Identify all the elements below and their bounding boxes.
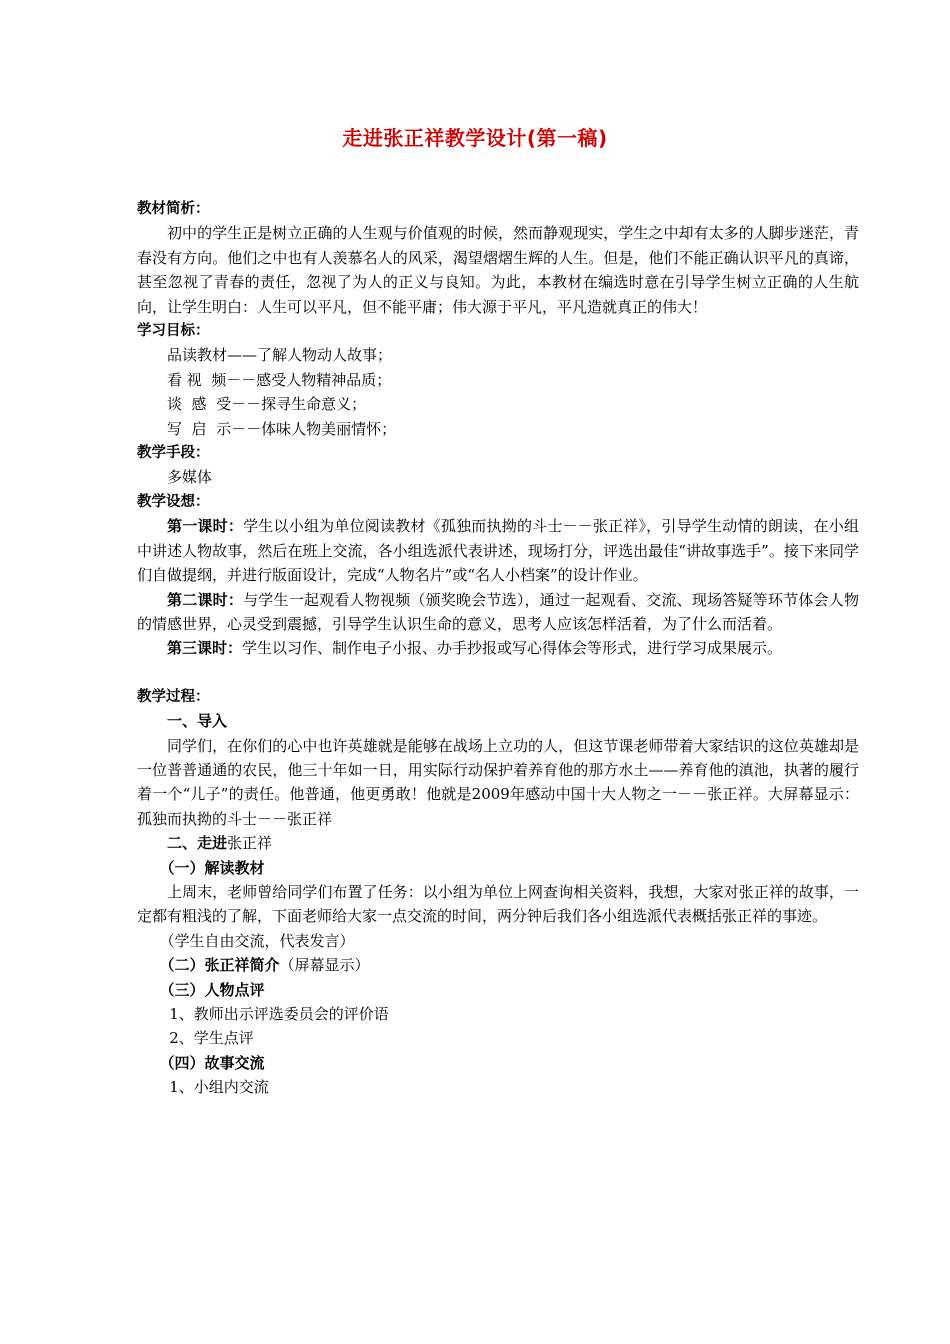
section-heading-rest: 张正祥 (227, 834, 273, 853)
goal-item: 看 视 频－－感受人物精神品质； (167, 370, 392, 389)
subsection-heading: （一）解读教材 (159, 858, 265, 877)
lesson-text: 学生以小组为单位阅读教材《孤独而执拗的斗士－－张正祥》，引导学生动情的朗读，在小组中讲述人物故事，然后在班上交流，各小组选派代表讲述，现场打分，评选出最佳“讲故事选手”。接下来同学们自做提纲，并进行版面设计，完成“人物名片”或“名人小档案”的设计作业。 (137, 517, 859, 585)
lesson-label: 第二课时： (167, 590, 244, 609)
subsection-note: （学生自由交流，代表发言） (159, 931, 355, 950)
goals-heading: 学习目标： (137, 323, 210, 340)
goal-item: 品读教材——了解人物动人故事； (167, 346, 393, 365)
list-item: 1、小组内交流 (169, 1078, 269, 1097)
list-item: 2、学生点评 (169, 1029, 254, 1048)
means-text: 多媒体 (167, 468, 213, 487)
subsection-heading-bold: （二）张正祥简介 (159, 956, 280, 975)
section-heading-bold: 二、走进 (167, 834, 228, 853)
lesson-text: 与学生一起观看人物视频（颁奖晚会节选），通过一起观看、交流、现场答疑等环节体会人物的情感世界，心灵受到震撼，引导学生认识生命的意义，思考人应该怎样活着，为了什么而活着。 (137, 590, 859, 633)
section-heading (137, 831, 859, 855)
list-item: 1、教师出示评选委员会的评价语 (169, 1005, 389, 1023)
lesson-label: 第一课时： (167, 517, 244, 536)
process-heading: 教学过程： (137, 688, 210, 705)
goal-item: 写 启 示－－体味人物美丽情怀； (167, 419, 397, 438)
section-heading: 一、导入 (167, 712, 228, 731)
subsection-heading: （四）故事交流 (159, 1053, 265, 1072)
spacer (137, 661, 859, 685)
lesson-paragraph (137, 514, 859, 587)
lesson-text: 学生以习作、制作电子小报、办手抄报或写心得体会等形式，进行学习成果展示。 (242, 639, 783, 658)
lesson-paragraph (137, 636, 859, 660)
means-heading: 教学手段： (137, 445, 210, 462)
lesson-paragraph (137, 588, 859, 637)
document-title: 走进张正祥教学设计(第一稿) (342, 126, 608, 150)
document-body (137, 197, 859, 1100)
concept-heading: 教学设想： (137, 493, 210, 510)
subsection-heading: （三）人物点评 (159, 980, 265, 999)
analysis-paragraph: 初中的学生正是树立正确的人生观与价值观的时候，然而静观现实，学生之中却有太多的人脚步迷茫，青春没有方向。他们之中也有人羡慕名人的风采，渴望熠熠生辉的人生。但是，他们不能正确认识平凡的真谛，甚至忽视了青春的责任，忽视了为人的正义与良知。为此，本教材在编选时意在引导学生树立正确的人生航向，让学生明白：人生可以平凡，但不能平庸；伟大源于平凡，平凡造就真正的伟大！ (137, 224, 859, 316)
subsection-heading (137, 953, 859, 977)
goal-item: 谈 感 受－－探寻生命意义； (167, 395, 367, 414)
lesson-label: 第三课时： (167, 639, 243, 658)
analysis-heading: 教材简析： (137, 201, 210, 217)
subsection-paragraph: 上周末，老师曾给同学们布置了任务：以小组为单位上网查询相关资料，我想，大家对张正祥的故事，一定都有粗浅的了解，下面老师给大家一点交流的时间，两分钟后我们各小组选派代表概括张正祥的事迹。 (137, 882, 859, 926)
section-paragraph: 同学们，在你们的心中也许英雄就是能够在战场上立功的人，但这节课老师带着大家结识的这位英雄却是一位普普通通的农民，他三十年如一日，用实际行动保护着养育他的那方水土——养育他的滇池，执著的履行着一个“儿子”的责任。他普通，他更勇敢！他就是2009年感动中国十大人物之一－－张正祥。大屏幕显示：孤独而执拗的斗士－－张正祥 (137, 736, 859, 828)
subsection-heading-note: （屏幕显示） (279, 956, 370, 975)
